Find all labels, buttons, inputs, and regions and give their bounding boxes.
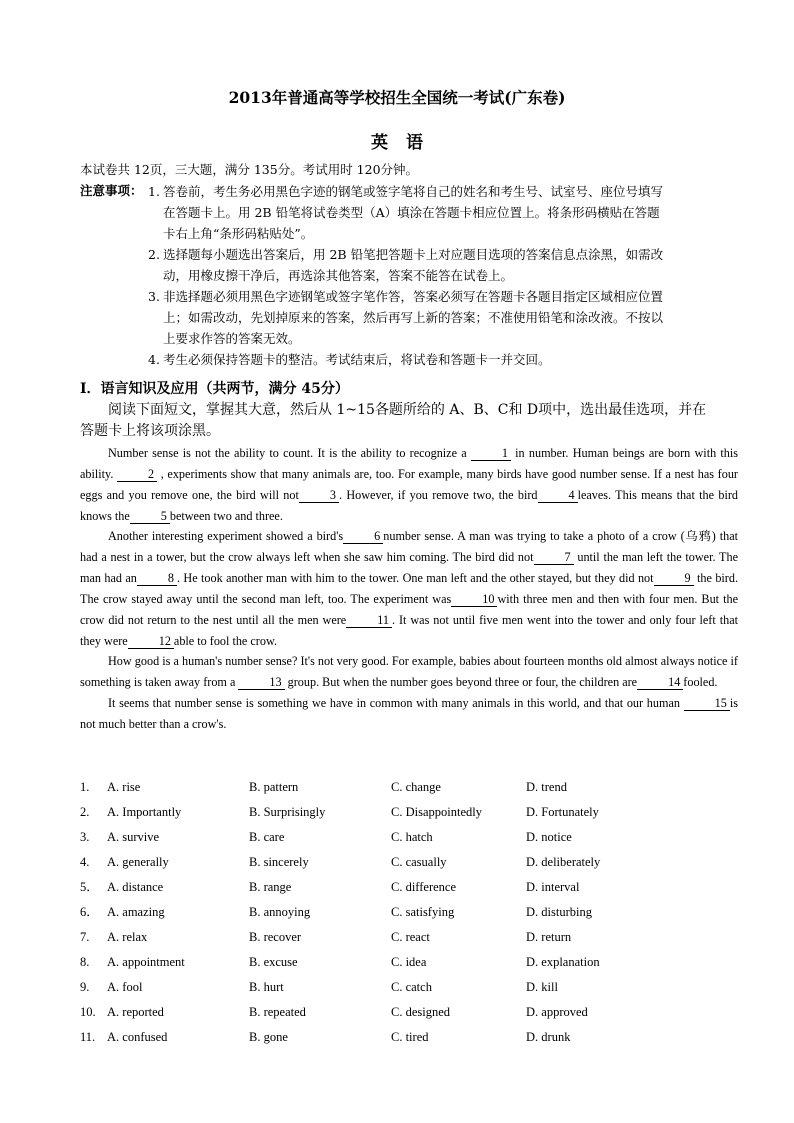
option-row-4 (80, 852, 740, 877)
option-c: C. idea (391, 955, 427, 969)
option-d: D. kill (526, 980, 558, 994)
option-row-6 (80, 902, 740, 927)
note-line: 卡右上角“条形码粘贴处”。 (163, 226, 314, 241)
section-instruction: 阅读下面短文，掌握其大意，然后从 1~15各题所给的 A、B、C和 D项中，选出最佳选项，并在答题卡上将该项涂黑。 (80, 402, 707, 439)
option-b: B. gone (249, 1030, 288, 1044)
option-row-8 (80, 952, 740, 977)
option-a: A. appointment (107, 955, 185, 969)
question-number: 5． (80, 880, 99, 894)
blank-9: 9 (654, 572, 694, 586)
blank-13: 13 (238, 676, 284, 690)
question-number: 8. (80, 955, 90, 969)
option-d: D. return (526, 930, 572, 944)
blank-7: 7 (534, 551, 574, 565)
option-row-2 (80, 802, 740, 827)
blank-11: 11 (346, 614, 392, 628)
passage-text: . It was not until five men went into the tower and only four left that they were (80, 612, 738, 648)
option-row-3 (80, 827, 740, 852)
note-number: 1. (148, 184, 160, 199)
blank-5: 5 (130, 510, 170, 524)
note-number: 3. (148, 289, 160, 304)
option-a: A. Importantly (107, 805, 182, 819)
option-b: B. Surprisingly (249, 805, 326, 819)
answer-options (80, 777, 740, 1052)
blank-8: 8 (137, 572, 177, 586)
option-c: C. hatch (391, 830, 433, 844)
option-b: B. pattern (249, 780, 299, 794)
subject-title: 英语 (371, 133, 441, 153)
option-a: A. generally (107, 855, 169, 869)
option-row-7 (80, 927, 740, 952)
option-d: D. Fortunately (526, 805, 599, 819)
option-d: D. drunk (526, 1030, 571, 1044)
option-d: D. notice (526, 830, 572, 844)
question-number: 6． (80, 905, 99, 919)
option-c: C. react (391, 930, 430, 944)
option-d: D. disturbing (526, 905, 592, 919)
option-a: A. reported (107, 1005, 164, 1019)
question-number: 4. (80, 855, 90, 869)
note-line: 上；如需改动，先划掉原来的答案，然后再写上新的答案；不准使用铅笔和涂改液。不按以 (163, 310, 664, 325)
option-a: A. confused (107, 1030, 168, 1044)
option-row-9 (80, 977, 740, 1002)
passage-text: is not much better than a crow's. (80, 696, 738, 731)
passage-text: between two and three. (169, 508, 283, 523)
question-number: 1. (80, 780, 90, 794)
option-d: D. interval (526, 880, 580, 894)
note-line: 在答题卡上。用 2B 铅笔将试卷类型（A）填涂在答题卡相应位置上。将条形码横贴在答题 (163, 205, 660, 220)
note-number: 2. (148, 247, 160, 262)
option-a: A. rise (107, 780, 141, 794)
option-b: B. recover (249, 930, 302, 944)
section-title: I．语言知识及应用（共两节，满分 45分） (80, 381, 349, 397)
passage-text: in number. Human beings are born with this ability. (80, 446, 738, 481)
passage-text: It seems that number sense is something we have in common with many animals in this world, and that our human (108, 696, 684, 711)
option-row-10 (80, 1002, 740, 1027)
passage-paragraph-1 (80, 443, 738, 526)
option-a: A. survive (107, 830, 160, 844)
reading-passage (80, 443, 738, 735)
note-number: 4. (148, 352, 160, 367)
blank-12: 12 (128, 635, 174, 649)
exam-title: 2013年普通高等学校招生全国统一考试(广东卷) (228, 88, 566, 107)
passage-text: Number sense is not the ability to count. It is the ability to recognize a (108, 446, 471, 460)
option-a: A. relax (107, 930, 148, 944)
option-c: C. Disappointedly (391, 805, 482, 819)
option-d: D. approved (526, 1005, 588, 1019)
exam-info: 本试卷共 12页，三大题，满分 135分。考试用时 120分钟。 (80, 162, 419, 177)
option-c: C. change (391, 780, 441, 794)
note-item-3 (148, 286, 738, 349)
blank-14: 14 (637, 676, 683, 690)
option-c: C. designed (391, 1005, 451, 1019)
blank-1: 1 (471, 447, 511, 461)
option-d: D. deliberately (526, 855, 601, 869)
blank-15: 15 (684, 697, 730, 711)
option-row-11 (80, 1027, 740, 1052)
option-c: C. satisfying (391, 905, 455, 919)
note-line: 答卷前，考生务必用黑色字迹的钢笔或签字笔将自己的姓名和考生号、试室号、座位号填写 (163, 184, 664, 199)
question-number: 11. (80, 1030, 96, 1044)
option-a: A. distance (107, 880, 164, 894)
passage-text: How good is a human's number sense? It's not very good. For example, babies about fourteen months old almost always notice if something is taken away from a (80, 654, 738, 690)
option-c: C. difference (391, 880, 457, 894)
passage-paragraph-3 (80, 651, 738, 693)
option-b: B. sincerely (249, 855, 309, 869)
notes-label: 注意事项： (80, 183, 143, 198)
note-line: 动，用橡皮擦干净后，再选涂其他答案，答案不能答在试卷上。 (163, 268, 514, 283)
option-b: B. range (249, 880, 292, 894)
option-d: D. trend (526, 780, 567, 794)
note-line: 选择题每小题选出答案后，用 2B 铅笔把答题卡上对应题目选项的答案信息点涂黑，如需改 (163, 247, 664, 262)
question-number: 7. (80, 930, 90, 944)
passage-text: Another interesting experiment showed a bird's (108, 529, 344, 544)
passage-text: leaves. This means that the bird knows the (80, 487, 738, 523)
blank-10: 10 (451, 593, 497, 607)
option-a: A. fool (107, 980, 143, 994)
note-line: 上要求作答的答案无效。 (163, 331, 301, 346)
passage-text: group. But when the number goes beyond three or four, the children are (284, 675, 638, 690)
note-item-4 (148, 349, 738, 370)
option-c: C. casually (391, 855, 447, 869)
option-b: B. annoying (249, 905, 311, 919)
note-line: 非选择题必须用黑色字迹钢笔或签字笔作答，答案必须写在答题卡各题目指定区域相应位置 (163, 289, 664, 304)
passage-text: , experiments show that many animals are, too. For example, many birds have good number sense. If a nest has four eggs and you remove one, the bird will not (80, 466, 738, 502)
passage-text: number sense. A man was trying to take a photo of a crow (乌鸦) that had a nest in a tower, but the crow always left when she saw him coming. The bird did not (80, 529, 738, 565)
option-row-1 (80, 777, 740, 802)
passage-text: until the man left the tower. The man had an (80, 550, 738, 586)
note-item-2 (148, 244, 738, 286)
passage-paragraph-2 (80, 526, 738, 651)
option-a: A. amazing (107, 905, 165, 919)
blank-4: 4 (538, 489, 578, 503)
blank-3: 3 (299, 489, 339, 503)
note-line: 考生必须保持答题卡的整洁。考试结束后，将试卷和答题卡一并交回。 (163, 352, 551, 367)
option-c: C. tired (391, 1030, 429, 1044)
blank-6: 6 (343, 530, 383, 544)
passage-paragraph-4 (80, 693, 738, 735)
question-number: 9. (80, 980, 90, 994)
option-d: D. explanation (526, 955, 600, 969)
note-item-1 (148, 181, 738, 244)
passage-text: . He took another man with him to the tower. One man left and the other stayed, but they did not (176, 571, 654, 586)
passage-text: fooled. (683, 675, 718, 690)
option-b: B. excuse (249, 955, 298, 969)
option-b: B. care (249, 830, 285, 844)
option-c: C. catch (391, 980, 432, 994)
passage-text: the bird. The crow stayed away until the second man left, too. The experiment was (80, 571, 738, 606)
option-row-5 (80, 877, 740, 902)
passage-text: . However, if you remove two, the bird (338, 487, 538, 502)
blank-2: 2 (117, 468, 157, 482)
passage-text: able to fool the crow. (173, 633, 278, 648)
question-number: 3. (80, 830, 90, 844)
question-number: 10. (80, 1005, 96, 1019)
option-b: B. repeated (249, 1005, 306, 1019)
passage-text: with three men and then with four men. But the crow did not return to the nest until all the men were (80, 591, 738, 627)
question-number: 2. (80, 805, 90, 819)
option-b: B. hurt (249, 980, 284, 994)
